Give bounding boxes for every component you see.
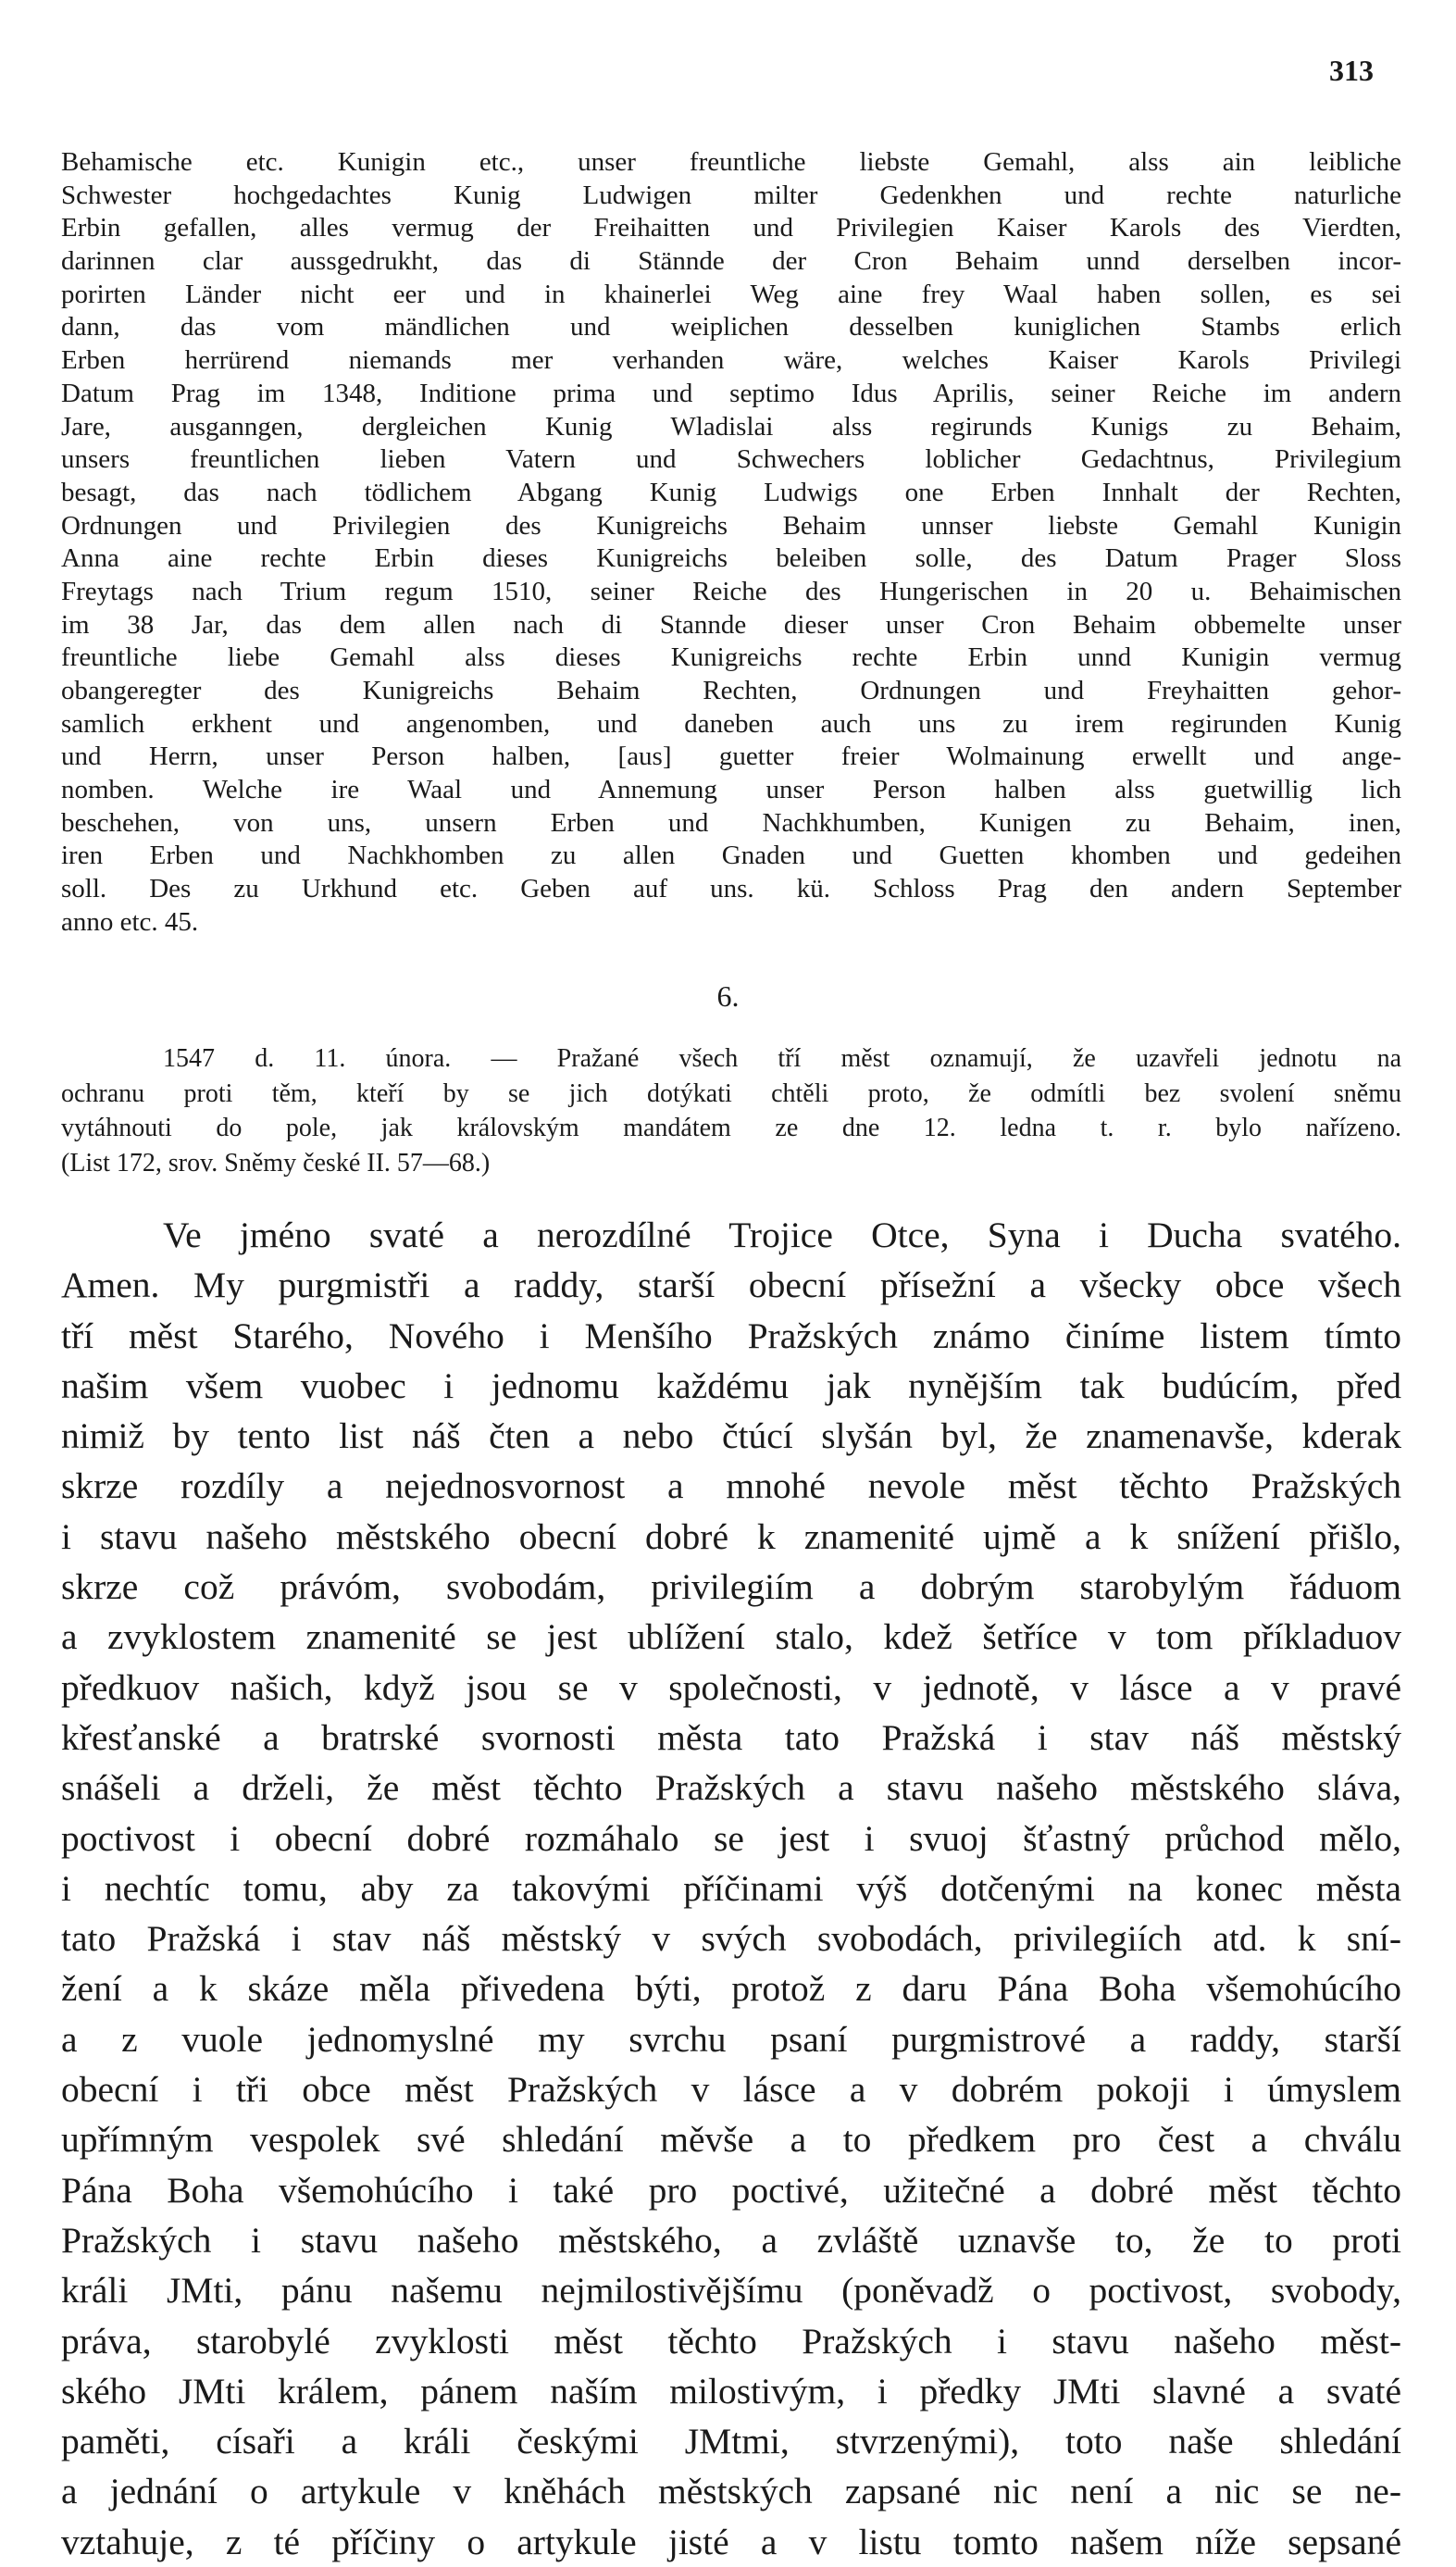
text-line: Anna aine rechte Erbin dieses Kunigreichs beleiben solle, des Datum Prager Sloss bbox=[61, 543, 1401, 574]
text-line: Schwester hochgedachtes Kunig Ludwigen milter Gedenkhen und rechte naturliche bbox=[61, 180, 1401, 210]
text-line: práva, starobylé zvyklosti měst těchto Pražských i stavu našeho měst- bbox=[61, 2320, 1401, 2361]
text-line: anno etc. 45. bbox=[61, 906, 199, 937]
text-line: nomben. Welche ire Waal und Annemung unser Person halben alss guetwillig lich bbox=[61, 775, 1401, 805]
text-line: und Herrn, unser Person halben, [aus] guetter freier Wolmainung erwellt und ange- bbox=[61, 741, 1401, 772]
text-line: Pražských i stavu našeho městského, a zvláště uznavše to, že to proti bbox=[61, 2219, 1401, 2261]
text-line: a zvyklostem znamenité se jest ublížení stalo, kdež šetříce v tom příkladuov bbox=[61, 1616, 1401, 1658]
text-line: Behamische etc. Kunigin etc., unser freuntliche liebste Gemahl, alss ain leibliche bbox=[61, 147, 1401, 177]
german-text-block bbox=[61, 146, 1401, 940]
text-line: a z vuole jednomyslné my svrchu psaní purgmistrové a raddy, starší bbox=[61, 2018, 1401, 2060]
text-line: beschehen, von uns, unsern Erben und Nachkhumben, Kunigen zu Behaim, inen, bbox=[61, 807, 1401, 838]
text-line: i nechtíc tomu, aby za takovými příčinami výš dotčenými na konec města bbox=[61, 1867, 1401, 1909]
text-line: (List 172, srov. Sněmy české II. 57—68.) bbox=[61, 1148, 491, 1178]
text-line: ského JMti králem, pánem naším milostivým, i předky JMti slavné a svaté bbox=[61, 2370, 1401, 2411]
text-line: Erbin gefallen, alles vermug der Freihaitten und Privilegien Kaiser Karols des Vierdten, bbox=[61, 213, 1401, 243]
regest-summary bbox=[61, 1041, 1401, 1180]
text-line: vztahuje, z té příčiny o artykule jisté a v listu tomto našem níže sepsané bbox=[61, 2521, 1401, 2562]
text-line: 1547 d. 11. února. — Pražané všech tří měst oznamují, že uzavřeli jednotu na bbox=[163, 1044, 1401, 1073]
text-line: obecní i tři obce měst Pražských v lásce a v dobrém pokoji i úmyslem bbox=[61, 2069, 1401, 2111]
text-line: Ordnungen und Privilegien des Kunigreichs Behaim unnser liebste Gemahl Kunigin bbox=[61, 510, 1401, 541]
text-line: Jare, ausganngen, dergleichen Kunig Wladislai alss regirunds Kunigs zu Behaim, bbox=[61, 411, 1401, 442]
text-line: nimiž by tento list náš čten a nebo čtúcí slyšán byl, že znamenavše, kderak bbox=[61, 1415, 1401, 1457]
text-line: unsers freuntlichen lieben Vatern und Schwechers loblicher Gedachtnus, Privilegium bbox=[61, 444, 1401, 475]
text-line: předkuov našich, když jsou se v společnosti, v jednotě, v lásce a v pravé bbox=[61, 1666, 1401, 1708]
text-line: obangeregter des Kunigreichs Behaim Rechten, Ordnungen und Freyhaitten gehor- bbox=[61, 676, 1401, 705]
text-line: dann, das vom mändlichen und weiplichen desselben kuniglichen Stambs erlich bbox=[61, 312, 1401, 343]
text-line: žení a k skáze měla přivedena býti, protož z daru Pána Boha všemohúcího bbox=[61, 1968, 1401, 2010]
text-line: skrze rozdíly a nejednosvornost a mnohé nevole měst těchto Pražských bbox=[61, 1465, 1401, 1507]
text-line: porirten Länder nicht eer und in khainerlei Weg aine frey Waal haben sollen, es sei bbox=[61, 279, 1401, 309]
text-line: soll. Des zu Urkhund etc. Geben auf uns. kü. Schloss Prag den andern September bbox=[61, 874, 1401, 904]
text-line: im 38 Jar, das dem allen nach di Stannde dieser unser Cron Behaim obbemelte unser bbox=[61, 609, 1401, 640]
text-line: besagt, das nach tödlichem Abgang Kunig Ludwigs one Erben Innhalt der Rechten, bbox=[61, 477, 1401, 507]
text-line: ochranu proti těm, kteří by se jich dotýkati chtěli proto, že odmítli bez svolení sněmu bbox=[61, 1078, 1401, 1108]
text-line: iren Erben und Nachkhomben zu allen Gnaden und Guetten khomben und gedeihen bbox=[61, 841, 1401, 871]
czech-text-block bbox=[61, 1210, 1401, 2567]
text-line: snášeli a drželi, že měst těchto Pražských a stavu našeho městského sláva, bbox=[61, 1767, 1401, 1809]
section-number: 6. bbox=[716, 979, 740, 1013]
text-line: skrze což právóm, svobodám, privilegiím a dobrým starobylým řáduom bbox=[61, 1566, 1401, 1608]
text-line: a jednání o artykule v kněhách městských zapsané nic není a nic se ne- bbox=[61, 2471, 1401, 2512]
page-number: 313 bbox=[1329, 54, 1374, 87]
text-line: i stavu našeho městského obecní dobré k znamenité ujmě a k snížení přišlo, bbox=[61, 1515, 1401, 1557]
text-line: Ve jméno svaté a nerozdílné Trojice Otce, Syna i Ducha svatého. bbox=[163, 1215, 1401, 1255]
text-line: Pána Boha všemohúcího i také pro poctivé, užitečné a dobré měst těchto bbox=[61, 2169, 1401, 2211]
text-line: Datum Prag im 1348, Inditione prima und septimo Idus Aprilis, seiner Reiche im andern bbox=[61, 378, 1401, 408]
text-line: tato Pražská i stav náš městský v svých svobodách, privilegiích atd. k sní- bbox=[61, 1918, 1401, 1960]
text-line: paměti, císaři a králi českými JMtmi, stvrzenými), toto naše shledání bbox=[61, 2421, 1401, 2462]
text-line: tří měst Starého, Nového i Menšího Pražských známo činíme listem tímto bbox=[61, 1315, 1401, 1356]
text-line: křesťanské a bratrské svornosti města tato Pražská i stav náš městský bbox=[61, 1716, 1401, 1758]
text-line: Amen. My purgmistři a raddy, starší obecní přísežní a všecky obce všech bbox=[61, 1265, 1401, 1306]
text-line: upřímným vespolek své shledání měvše a to předkem pro čest a chválu bbox=[61, 2119, 1401, 2161]
text-line: darinnen clar aussgedrukht, das di Stännde der Cron Behaim unnd derselben incor- bbox=[61, 246, 1401, 277]
text-line: freuntliche liebe Gemahl alss dieses Kunigreichs rechte Erbin unnd Kunigin vermug bbox=[61, 642, 1401, 673]
text-line: Erben herrürend niemands mer verhanden wäre, welches Kaiser Karols Privilegi bbox=[61, 345, 1401, 376]
text-line: vytáhnouti do pole, jak královským mandátem ze dne 12. ledna t. r. bylo nařízeno. bbox=[61, 1114, 1401, 1142]
text-line: králi JMti, pánu našemu nejmilostivějšímu (poněvadž o poctivost, svobody, bbox=[61, 2270, 1401, 2312]
text-line: Freytags nach Trium regum 1510, seiner Reiche des Hungerischen in 20 u. Behaimischen bbox=[61, 576, 1401, 606]
text-line: poctivost i obecní dobré rozmáhalo se jest i svuoj šťastný průchod mělo, bbox=[61, 1817, 1401, 1859]
text-line: našim všem vuobec i jednomu každému jak nynějším tak budúcím, před bbox=[61, 1364, 1401, 1406]
text-line: samlich erkhent und angenomben, und daneben auch uns zu irem regirunden Kunig bbox=[61, 708, 1401, 739]
